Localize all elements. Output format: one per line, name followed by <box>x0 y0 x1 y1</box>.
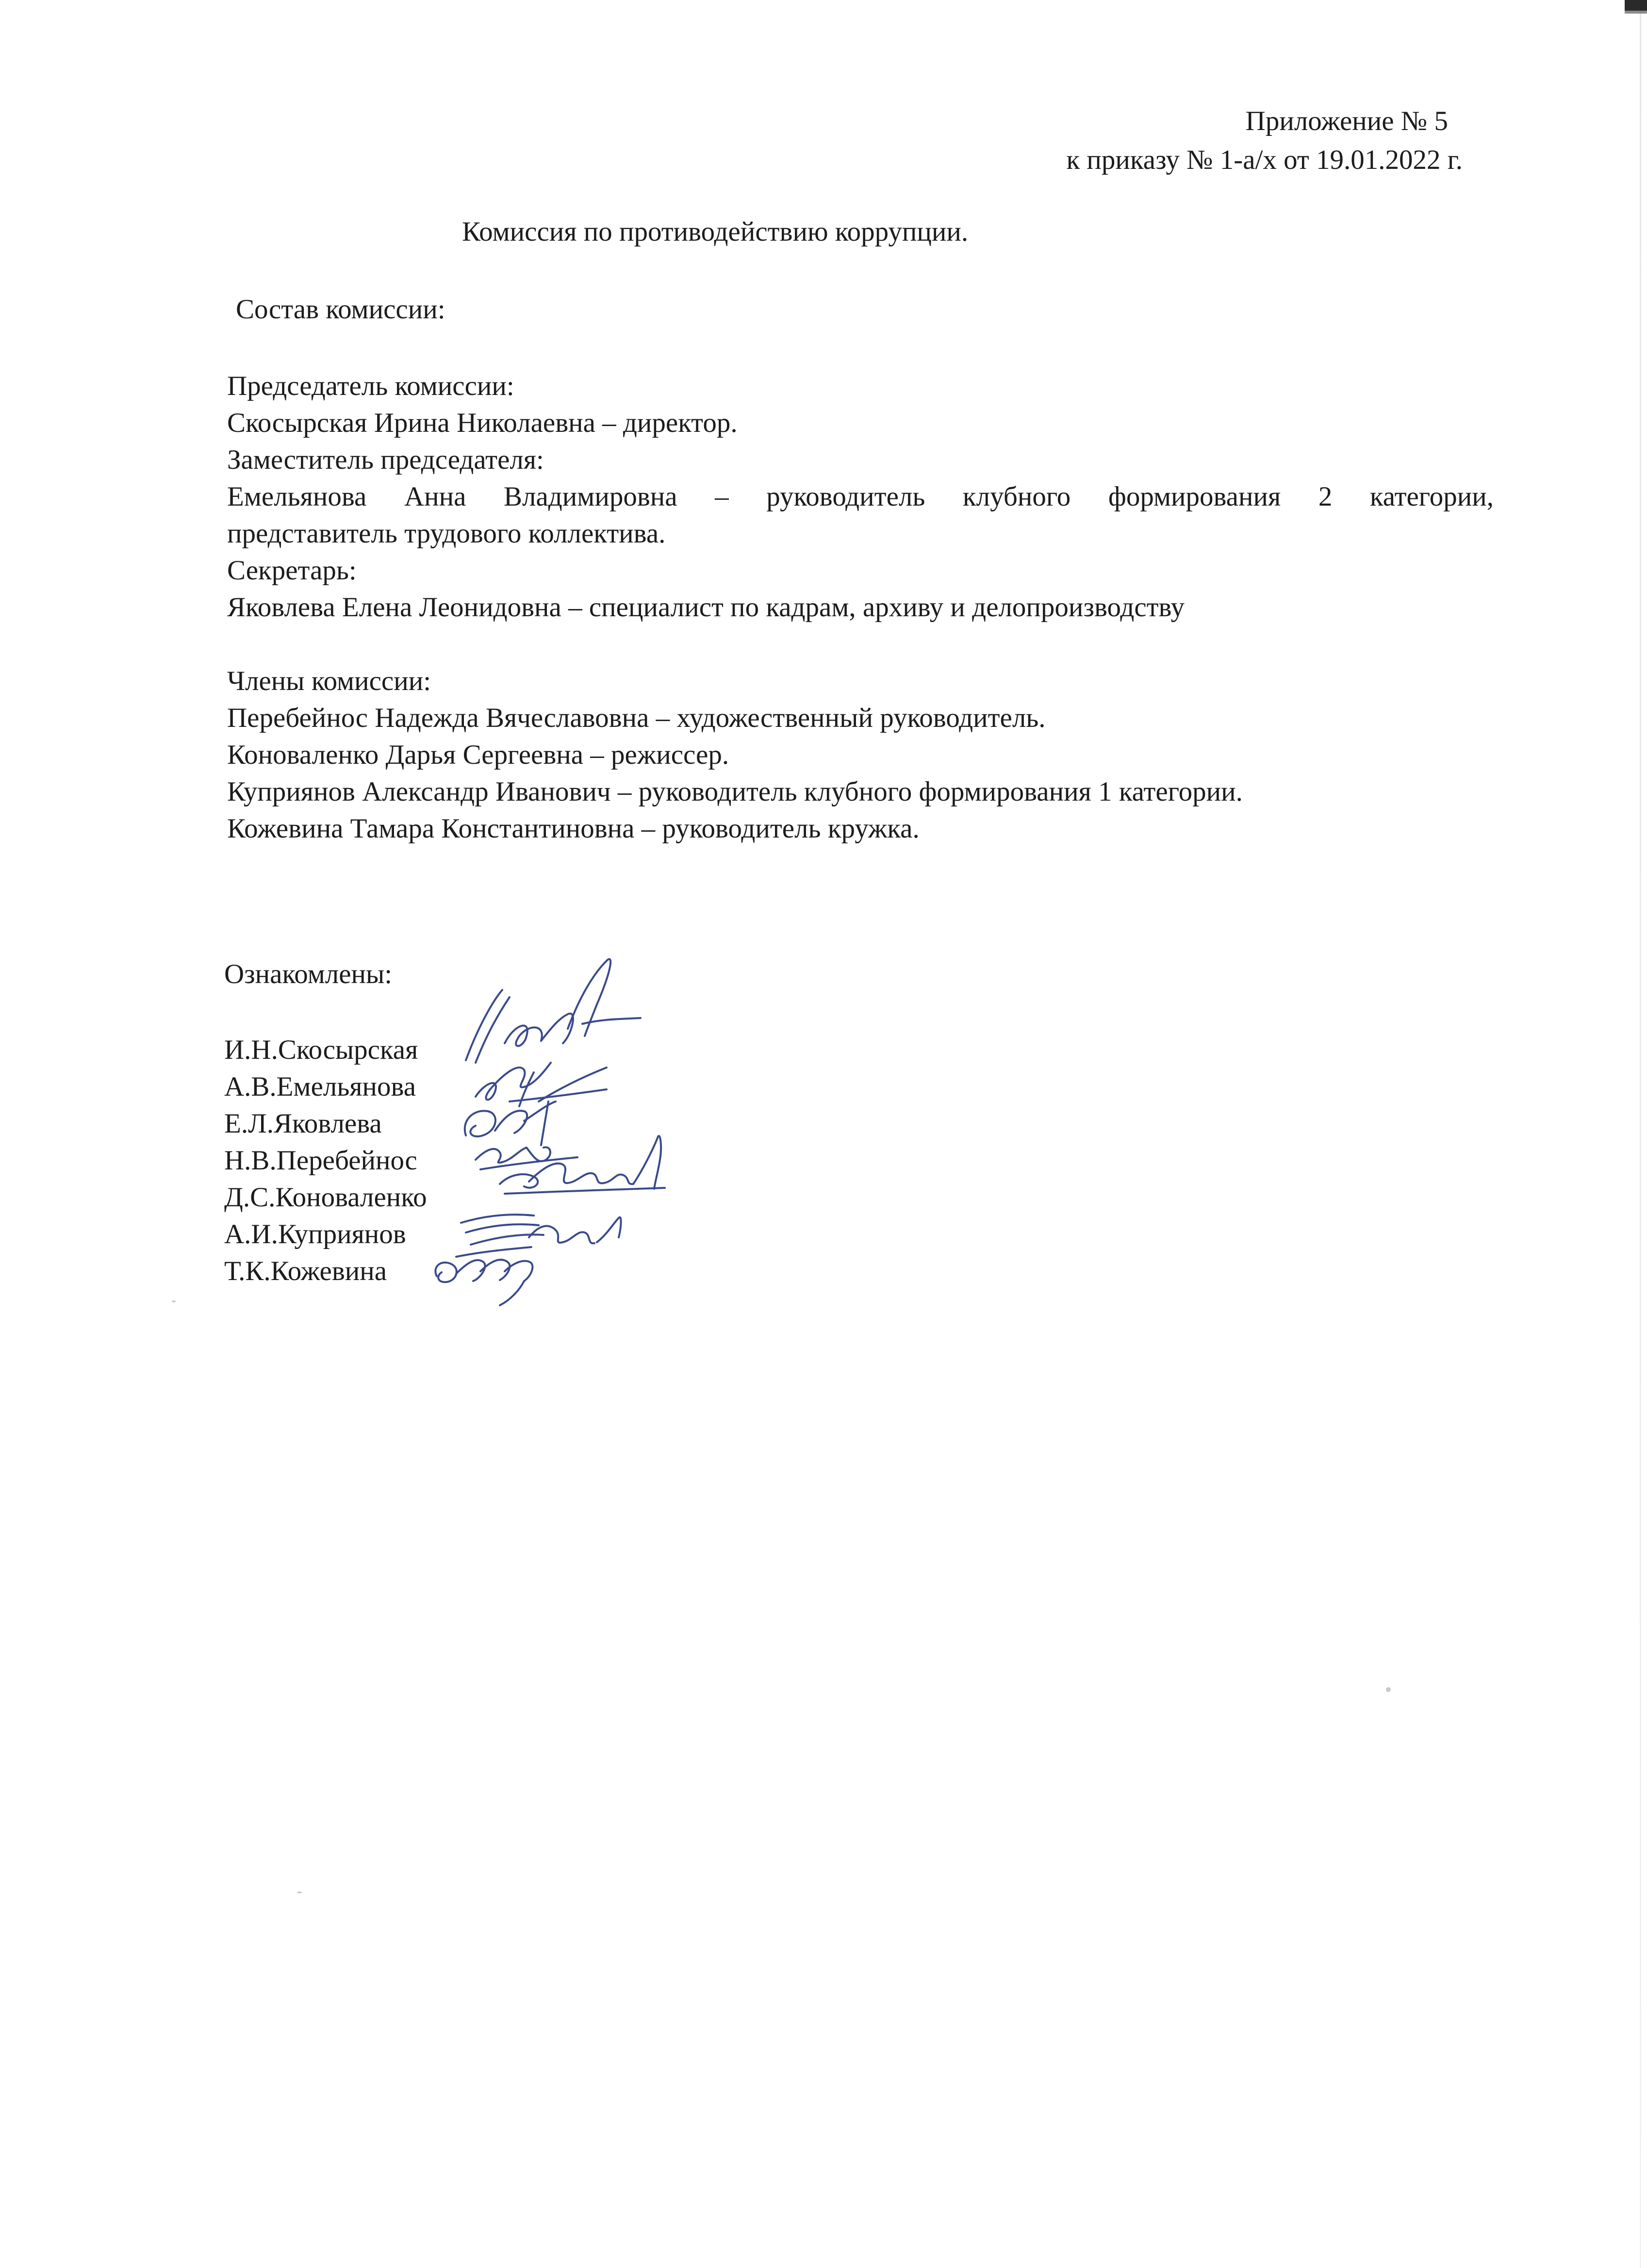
appendix-number: Приложение № 5 <box>1245 106 1448 136</box>
acknowledged-name: Д.С.Коноваленко <box>224 1182 427 1213</box>
secretary-person: Яковлева Елена Леонидовна – специалист по кадрам, архиву и делопроизводству <box>227 592 1185 623</box>
acknowledged-name: И.Н.Скосырская <box>224 1035 418 1065</box>
acknowledged-name: Н.В.Перебейнос <box>224 1145 417 1176</box>
scan-speck <box>1386 1687 1391 1692</box>
scan-speck <box>172 1300 176 1302</box>
deputy-person-line2: представитель трудового коллектива. <box>227 518 666 549</box>
members-label: Члены комиссии: <box>227 666 431 696</box>
acknowledged-name: А.И.Куприянов <box>224 1219 406 1249</box>
acknowledged-label: Ознакомлены: <box>224 959 393 989</box>
acknowledged-name: Е.Л.Яковлева <box>224 1108 382 1139</box>
deputy-person-line1: Емельянова Анна Владимировна – руководитель клубного формирования 2 категории, <box>227 481 1494 512</box>
scan-edge <box>1640 0 1641 2268</box>
chair-label: Председатель комиссии: <box>227 371 514 401</box>
chair-person: Скосырская Ирина Николаевна – директор. <box>227 408 738 438</box>
order-reference: к приказу № 1-а/х от 19.01.2022 г. <box>1066 145 1463 175</box>
acknowledged-name: А.В.Емельянова <box>224 1071 416 1102</box>
scan-speck <box>297 1891 302 1893</box>
acknowledged-name: Т.К.Кожевина <box>224 1256 387 1286</box>
document-title: Комиссия по противодействию коррупции. <box>462 216 969 247</box>
scan-corner-mark <box>1625 0 1647 11</box>
composition-heading: Состав комиссии: <box>236 294 445 325</box>
member-item: Кожевина Тамара Константиновна – руководитель кружка. <box>227 813 920 844</box>
deputy-label: Заместитель председателя: <box>227 444 544 475</box>
signature-kozhevina <box>427 1237 548 1310</box>
member-item: Коноваленко Дарья Сергеевна – режиссер. <box>227 740 729 770</box>
signature-konovalenko <box>490 1131 675 1203</box>
member-item: Перебейнос Надежда Вячеславовна – художественный руководитель. <box>227 703 1046 733</box>
member-item: Куприянов Александр Иванович – руководитель клубного формирования 1 категории. <box>227 776 1243 807</box>
secretary-label: Секретарь: <box>227 555 357 586</box>
scan-corner-shadow <box>1625 11 1647 14</box>
